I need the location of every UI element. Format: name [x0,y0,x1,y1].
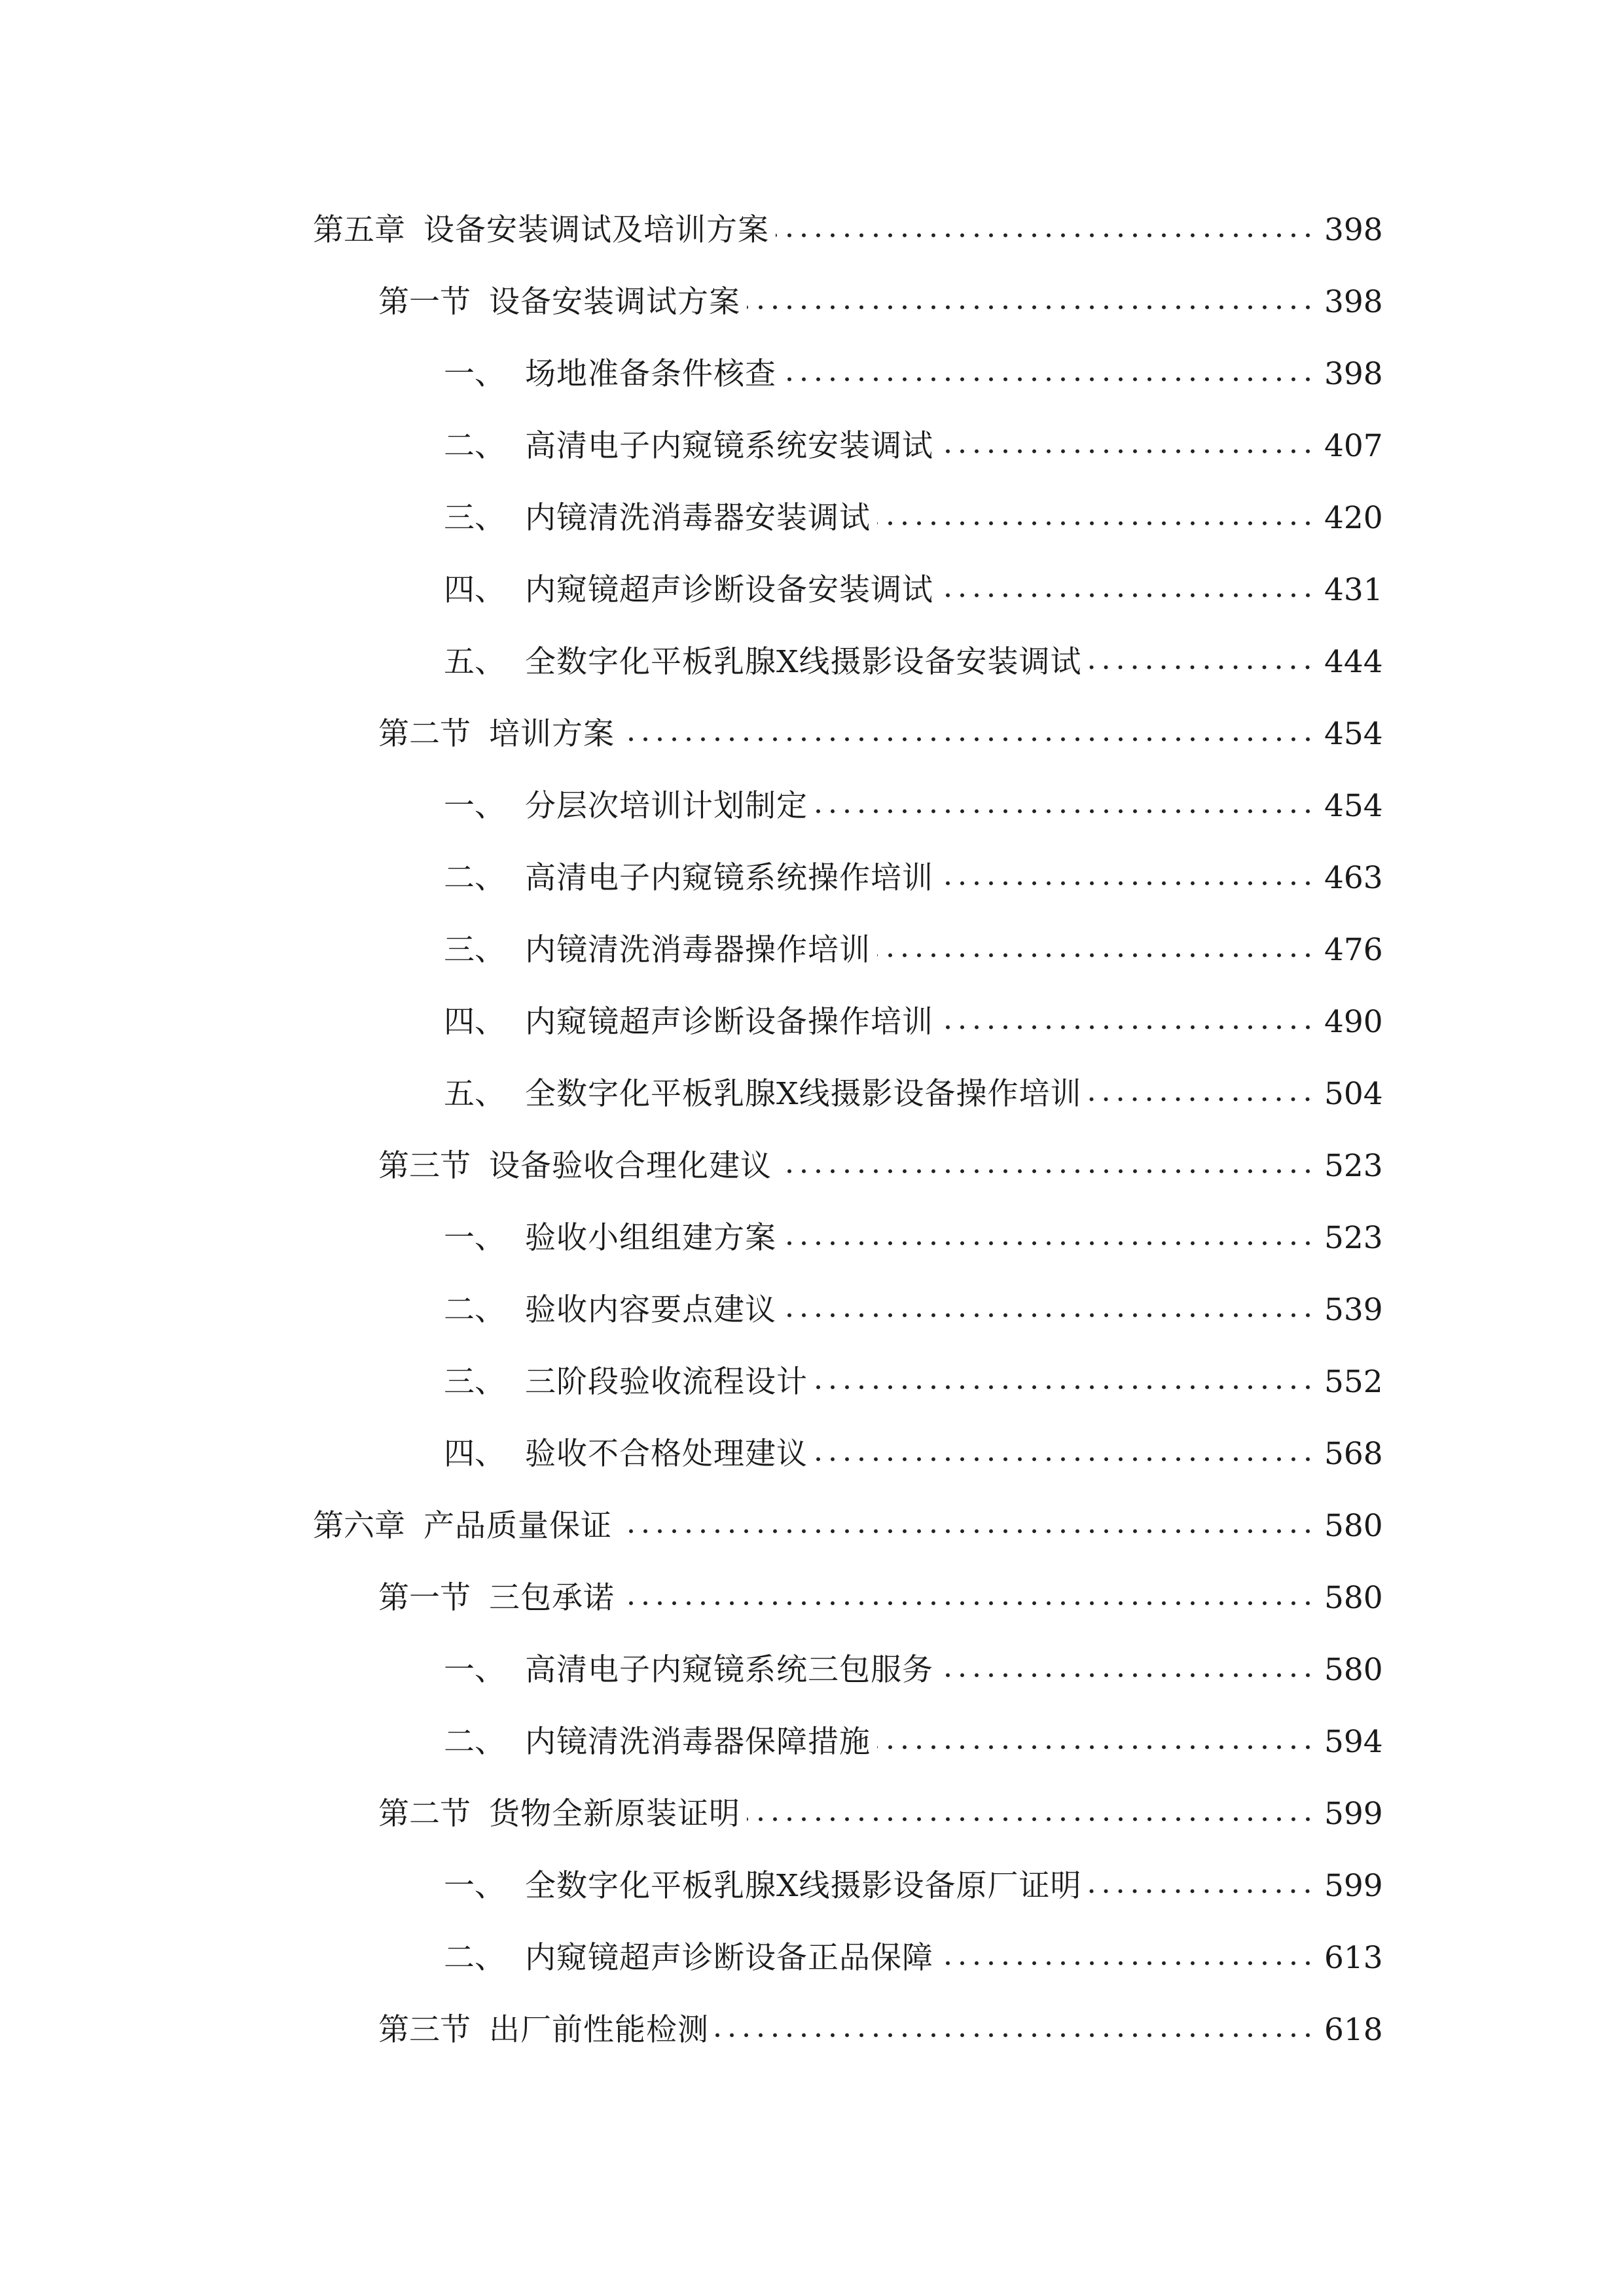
dot-leader [783,1300,1315,1331]
dot-leader [783,1228,1315,1259]
toc-section-entry[interactable] [0,1562,1624,1634]
toc-entry-title: 全数字化平板乳腺X线摄影设备原厂证明 [525,1867,1082,1904]
toc-subsection-entry[interactable] [0,554,1624,626]
toc-entry-page-number: 568 [1324,1435,1383,1472]
toc-entry-page-number: 594 [1324,1723,1383,1760]
dot-leader [940,1948,1315,1979]
toc-entry-number: 四、 [444,1435,505,1472]
toc-entry-number: 第一节 [378,283,471,320]
toc-entry-title: 内窥镜超声诊断设备操作培训 [525,1003,933,1040]
toc-entry-number: 二、 [444,1723,505,1760]
toc-entry-page-number: 398 [1324,355,1383,392]
toc-entry-page-number: 580 [1324,1651,1383,1688]
toc-entry-page-number: 504 [1324,1075,1383,1112]
toc-entry-number: 二、 [444,859,505,896]
toc-section-entry[interactable] [0,698,1624,770]
toc-subsection-entry[interactable] [0,410,1624,482]
toc-entry-title: 设备安装调试及培训方案 [424,211,769,248]
toc-subsection-entry[interactable] [0,1202,1624,1274]
toc-entry-number: 四、 [444,1003,505,1040]
toc-entry-number: 第五章 [313,211,405,248]
dot-leader [940,580,1315,611]
toc-section-entry[interactable] [0,1994,1624,2066]
toc-entry-number: 四、 [444,571,505,608]
toc-entry-page-number: 613 [1324,1939,1383,1976]
toc-entry-number: 第三节 [378,2011,471,2048]
dot-leader [621,724,1315,755]
toc-entry-page-number: 523 [1324,1147,1383,1184]
toc-subsection-entry[interactable] [0,770,1624,842]
toc-entry-title: 高清电子内窥镜系统安装调试 [525,427,933,464]
toc-entry-page-number: 463 [1324,859,1383,896]
dot-leader [783,364,1315,395]
table-of-contents [0,194,1624,2066]
toc-entry-title: 全数字化平板乳腺X线摄影设备安装调试 [525,643,1082,680]
toc-entry-page-number: 398 [1324,211,1383,248]
toc-entry-number: 一、 [444,1651,505,1688]
toc-entry-title: 设备安装调试方案 [489,283,740,320]
dot-leader [715,2020,1315,2051]
toc-entry-number: 五、 [444,1075,505,1112]
toc-entry-page-number: 580 [1324,1579,1383,1616]
toc-entry-page-number: 454 [1324,715,1383,752]
toc-entry-number: 三、 [444,931,505,968]
toc-subsection-entry[interactable] [0,1058,1624,1130]
toc-entry-title: 设备验收合理化建议 [489,1147,772,1184]
toc-section-entry[interactable] [0,1778,1624,1850]
toc-subsection-entry[interactable] [0,482,1624,554]
toc-entry-title: 货物全新原装证明 [489,1795,740,1832]
toc-entry-page-number: 407 [1324,427,1383,464]
toc-entry-number: 一、 [444,1219,505,1256]
toc-entry-number: 五、 [444,643,505,680]
toc-entry-number: 二、 [444,427,505,464]
toc-entry-number: 三、 [444,1363,505,1400]
toc-section-entry[interactable] [0,266,1624,338]
toc-entry-page-number: 476 [1324,931,1383,968]
dot-leader [1088,1084,1315,1115]
dot-leader [814,1444,1315,1475]
toc-entry-page-number: 398 [1324,283,1383,320]
toc-entry-title: 分层次培训计划制定 [525,787,808,824]
toc-entry-title: 三包承诺 [489,1579,615,1616]
toc-subsection-entry[interactable] [0,338,1624,410]
toc-subsection-entry[interactable] [0,1418,1624,1490]
toc-entry-page-number: 599 [1324,1867,1383,1904]
toc-entry-title: 出厂前性能检测 [489,2011,709,2048]
toc-entry-number: 一、 [444,355,505,392]
toc-entry-page-number: 552 [1324,1363,1383,1400]
toc-entry-number: 第一节 [378,1579,471,1616]
toc-entry-title: 验收内容要点建议 [525,1291,776,1328]
toc-subsection-entry[interactable] [0,1850,1624,1922]
toc-entry-title: 三阶段验收流程设计 [525,1363,808,1400]
toc-entry-page-number: 618 [1324,2011,1383,2048]
toc-chapter-entry[interactable] [0,1490,1624,1562]
toc-entry-title: 内窥镜超声诊断设备正品保障 [525,1939,933,1976]
dot-leader [776,220,1315,251]
dot-leader [877,940,1315,971]
toc-entry-title: 高清电子内窥镜系统三包服务 [525,1651,933,1688]
toc-entry-number: 二、 [444,1939,505,1976]
toc-entry-page-number: 454 [1324,787,1383,824]
toc-entry-page-number: 420 [1324,499,1383,536]
toc-entry-number: 一、 [444,1867,505,1904]
toc-entry-number: 一、 [444,787,505,824]
dot-leader [1088,1876,1315,1907]
toc-entry-page-number: 444 [1324,643,1383,680]
toc-entry-page-number: 523 [1324,1219,1383,1256]
dot-leader [814,796,1315,827]
toc-subsection-entry[interactable] [0,1634,1624,1706]
toc-entry-number: 第二节 [378,1795,471,1832]
toc-entry-title: 场地准备条件核查 [525,355,776,392]
dot-leader [940,436,1315,467]
toc-entry-number: 第三节 [378,1147,471,1184]
dot-leader [814,1372,1315,1403]
toc-subsection-entry[interactable] [0,986,1624,1058]
toc-entry-title: 内镜清洗消毒器保障措施 [525,1723,871,1760]
dot-leader [619,1516,1315,1547]
dot-leader [747,292,1315,323]
toc-subsection-entry[interactable] [0,914,1624,986]
dot-leader [940,868,1315,899]
toc-subsection-entry[interactable] [0,1706,1624,1778]
toc-subsection-entry[interactable] [0,842,1624,914]
toc-entry-page-number: 431 [1324,571,1383,608]
toc-chapter-entry[interactable] [0,194,1624,266]
toc-entry-title: 内窥镜超声诊断设备安装调试 [525,571,933,608]
toc-entry-page-number: 490 [1324,1003,1383,1040]
dot-leader [877,508,1315,539]
toc-entry-number: 三、 [444,499,505,536]
toc-entry-title: 高清电子内窥镜系统操作培训 [525,859,933,896]
toc-subsection-entry[interactable] [0,626,1624,698]
toc-subsection-entry[interactable] [0,1346,1624,1418]
toc-entry-page-number: 599 [1324,1795,1383,1832]
toc-entry-number: 二、 [444,1291,505,1328]
toc-entry-title: 验收不合格处理建议 [525,1435,808,1472]
toc-entry-number: 第六章 [313,1507,405,1544]
toc-entry-number: 第二节 [378,715,471,752]
dot-leader [1088,652,1315,683]
toc-entry-title: 全数字化平板乳腺X线摄影设备操作培训 [525,1075,1082,1112]
toc-subsection-entry[interactable] [0,1922,1624,1994]
toc-entry-title: 验收小组组建方案 [525,1219,776,1256]
toc-entry-title: 培训方案 [489,715,615,752]
dot-leader [778,1156,1315,1187]
dot-leader [621,1588,1315,1619]
toc-entry-title: 产品质量保证 [424,1507,612,1544]
toc-section-entry[interactable] [0,1130,1624,1202]
toc-subsection-entry[interactable] [0,1274,1624,1346]
toc-entry-title: 内镜清洗消毒器安装调试 [525,499,871,536]
dot-leader [877,1732,1315,1763]
dot-leader [747,1804,1315,1835]
toc-entry-title: 内镜清洗消毒器操作培训 [525,931,871,968]
toc-entry-page-number: 539 [1324,1291,1383,1328]
toc-entry-page-number: 580 [1324,1507,1383,1544]
dot-leader [940,1012,1315,1043]
dot-leader [940,1660,1315,1691]
